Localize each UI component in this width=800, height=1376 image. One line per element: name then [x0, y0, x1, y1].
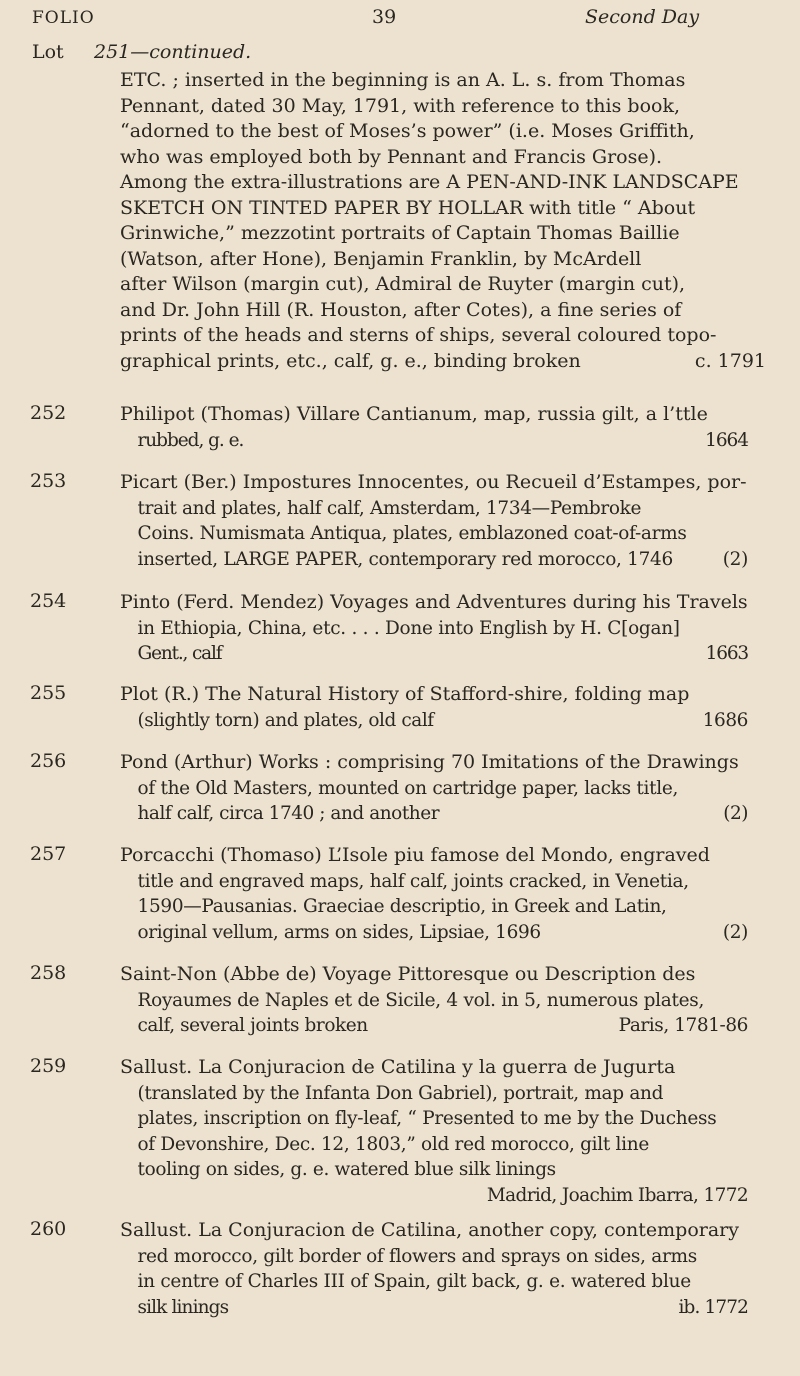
lot-line: Picart (Ber.) Impostures Innocentes, ou Recueil d’Estampes, por-	[120, 471, 747, 493]
lot-date: Paris, 1781-86	[618, 1014, 748, 1036]
lot-number: 253	[30, 470, 67, 492]
lot-line: Sallust. La Conjuracion de Catilina, another copy, contemporary	[120, 1219, 740, 1241]
day-title: Second Day	[585, 6, 700, 28]
lot-line: Pond (Arthur) Works : comprising 70 Imitations of the Drawings	[120, 751, 739, 773]
lot-line: Gent., calf 1663	[120, 641, 748, 667]
page-header	[0, 6, 800, 36]
lot-description	[120, 590, 766, 667]
lot-description	[120, 402, 766, 453]
lot-description	[120, 1218, 766, 1320]
lot-line: silk linings ib. 1772	[120, 1295, 748, 1321]
lot-description	[120, 682, 766, 733]
lot-number: 256	[30, 750, 67, 772]
lot-description	[120, 843, 766, 945]
lot-line: (translated by the Infanta Don Gabriel), portrait, map and	[137, 1081, 664, 1104]
lot-line: of the Old Masters, mounted on cartridge paper, lacks title,	[137, 776, 679, 799]
lot-line: red morocco, gilt border of flowers and sprays on sides, arms	[137, 1244, 697, 1267]
lot-line: Coins. Numismata Antiqua, plates, emblazoned coat-of-arms	[137, 522, 687, 544]
lot-number: 258	[30, 962, 67, 984]
lot-date: (2)	[722, 920, 748, 943]
lot-date: c. 1791	[694, 349, 766, 372]
lot-line: Royaumes de Naples et de Sicile, 4 vol. in 5, numerous plates,	[137, 988, 705, 1011]
lot-line: half calf, circa 1740 ; and another (2)	[120, 801, 748, 827]
lot-line: original vellum, arms on sides, Lipsiae, 1696 (2)	[120, 920, 748, 946]
lot-line: Among the extra-illustrations are A PEN-AND-INK LANDSCAPE	[120, 171, 739, 193]
lot-date: Madrid, Joachim Ibarra, 1772	[486, 1183, 748, 1206]
lot-number: 255	[30, 682, 67, 704]
lot-number: 254	[30, 590, 67, 612]
lot-line: inserted, LARGE PAPER, contemporary red morocco, 1746 (2)	[120, 547, 748, 573]
lot-line: after Wilson (margin cut), Admiral de Ruyter (margin cut),	[120, 273, 686, 295]
lot-line: tooling on sides, g. e. watered blue silk linings	[137, 1158, 556, 1180]
lot-number: 260	[30, 1218, 67, 1240]
lot-date: (2)	[723, 802, 748, 824]
lot-line: title and engraved maps, half calf, joints cracked, in Venetia,	[137, 869, 689, 892]
lot-line: in Ethiopia, China, etc. . . . Done into English by H. C[ogan]	[137, 616, 680, 639]
lot-line: prints of the heads and sterns of ships, several coloured topo-	[120, 324, 717, 346]
lot-line: calf, several joints broken Paris, 1781-86	[120, 1013, 748, 1039]
lot-line: “adorned to the best of Moses’s power” (i.e. Moses Griffith,	[120, 120, 695, 142]
lot-line: of Devonshire, Dec. 12, 1803,” old red morocco, gilt line	[137, 1132, 649, 1155]
lot-line: Philipot (Thomas) Villare Cantianum, map, russia gilt, a l’ttle	[120, 403, 708, 425]
lot-line: and Dr. John Hill (R. Houston, after Cotes), a fine series of	[120, 298, 682, 321]
lot-number: 259	[30, 1055, 67, 1077]
lot-date: 1664	[705, 428, 748, 451]
folio-label: FOLIO	[32, 8, 95, 28]
lot-number: 257	[30, 843, 67, 865]
page-number: 39	[372, 6, 397, 28]
lot-line: SKETCH ON TINTED PAPER BY HOLLAR with title “ About	[120, 196, 696, 219]
lot-description	[120, 1055, 766, 1206]
lot-line: in centre of Charles III of Spain, gilt back, g. e. watered blue	[137, 1270, 691, 1292]
lot-line: Grinwiche,” mezzotint portraits of Captain Thomas Baillie	[120, 222, 680, 244]
lot-line: (Watson, after Hone), Benjamin Franklin, by McArdell	[120, 247, 642, 270]
lot-line: Sallust. La Conjuracion de Catilina y la guerra de Jugurta	[120, 1056, 676, 1078]
lot-number: 252	[30, 402, 67, 424]
lot-251-description	[120, 68, 766, 374]
lot-line: trait and plates, half calf, Amsterdam, 1734—Pembroke	[137, 496, 642, 519]
lot-label: Lot	[32, 41, 64, 63]
lot-description	[120, 470, 766, 572]
lot-line: ETC. ; inserted in the beginning is an A. L. s. from Thomas	[120, 69, 686, 91]
lot-line: graphical prints, etc., calf, g. e., binding broken c. 1791	[120, 349, 766, 375]
lot-date: 1663	[705, 642, 748, 664]
lot-line: plates, inscription on fly-leaf, “ Presented to me by the Duchess	[137, 1107, 717, 1129]
lot-line: Plot (R.) The Natural History of Stafford-shire, folding map	[120, 683, 690, 705]
lot-line: who was employed both by Pennant and Francis Grose).	[120, 145, 663, 168]
lot-line: 1590—Pausanias. Graeciae descriptio, in Greek and Latin,	[137, 895, 667, 917]
lot-line: Saint-Non (Abbe de) Voyage Pittoresque ou Description des	[120, 963, 696, 985]
lot-line: rubbed, g. e. 1664	[120, 428, 748, 454]
lot-date: (2)	[722, 547, 748, 570]
lot-line: Pennant, dated 30 May, 1791, with reference to this book,	[120, 94, 681, 117]
lot-description	[120, 750, 766, 827]
lot-date: 1686	[702, 708, 748, 731]
continuation-heading: 251—continued.	[94, 41, 252, 63]
lot-line: (slightly torn) and plates, old calf 1686	[120, 708, 748, 734]
lot-line: Pinto (Ferd. Mendez) Voyages and Adventures during his Travels	[120, 591, 748, 613]
lot-description	[120, 962, 766, 1039]
lot-line: Porcacchi (Thomaso) L’Isole piu famose del Mondo, engraved	[120, 844, 710, 866]
lot-date: ib. 1772	[678, 1295, 748, 1318]
